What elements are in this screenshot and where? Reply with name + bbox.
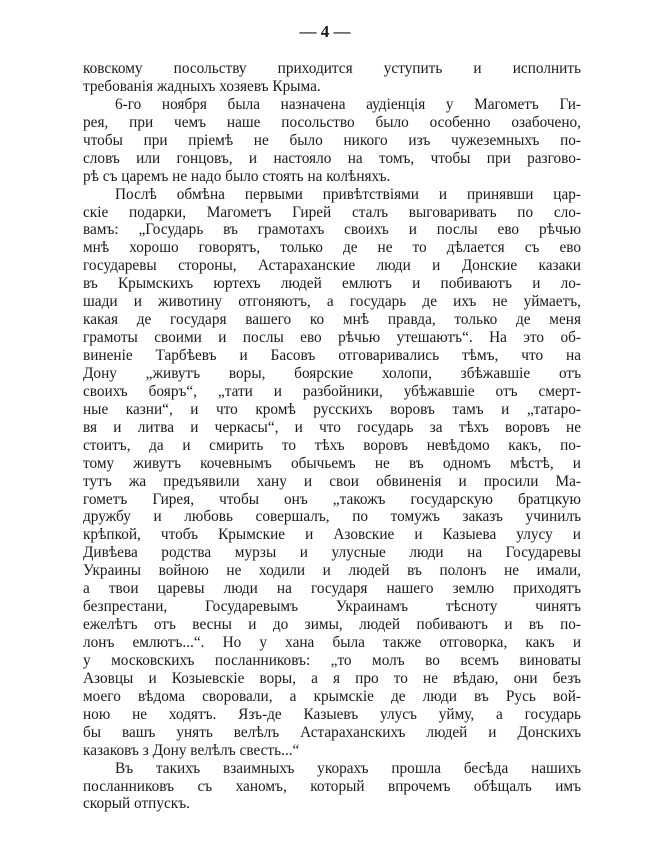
text-line: скіе подарки, Магометъ Гирей сталъ выговаривать по сло- bbox=[83, 203, 581, 221]
text-line: а твои царевы люди на государя нашего землю приходятъ bbox=[83, 580, 581, 598]
text-line: моего вѣдома своровали, а крымскіе де люди въ Русь вой- bbox=[83, 687, 581, 705]
text-line: вамъ: „Государь въ грамотахъ своихъ и послы ево рѣчью bbox=[83, 221, 581, 239]
text-line: Азовцы и Козыевскіе воры, а я про то не вѣдаю, они безъ bbox=[83, 669, 581, 687]
text-line: лонъ емлютъ...“. Но у хана была также отговорка, какъ и bbox=[83, 634, 581, 651]
text-line: требованія жадныхъ хозяевъ Крыма. bbox=[83, 77, 321, 95]
text-line: дружбу и любовь совершалъ, по томужъ заказъ учинилъ bbox=[83, 508, 581, 526]
text-line: словъ или гонцовъ, и настояло на томъ, чтобы при разгово- bbox=[83, 149, 581, 167]
text-line: виненіе Тарбѣевъ и Басовъ отговаривались тѣмъ, что на bbox=[83, 347, 581, 364]
text-line: бы вашъ унять велѣлъ Астараханскихъ людей и Донскихъ bbox=[83, 723, 581, 741]
text-line: мнѣ хорошо говорятъ, только де не то дѣлается съ ево bbox=[83, 239, 581, 257]
text-line: скорый отпускъ. bbox=[83, 795, 190, 813]
text-line: у московскихъ посланниковъ: „то молъ во всемъ виноваты bbox=[83, 651, 581, 669]
text-line: Украины войною не ходили и людей въ полонъ не имали, bbox=[83, 562, 581, 580]
text-line: рѣ съ царемъ не надо было стоять на колѣняхъ. bbox=[83, 167, 391, 185]
text-line: государевы стороны, Астараханские люди и Донские казаки bbox=[83, 257, 581, 275]
text-line: ковскому посольству приходится уступить и исполнить bbox=[83, 60, 581, 77]
text-line: чтобы при пріемѣ не было никого изъ чужеземныхъ по- bbox=[83, 131, 581, 149]
text-line: Послѣ обмѣна первыми привѣтствіями и принявши цар- bbox=[115, 185, 581, 203]
body-text bbox=[83, 60, 581, 813]
text-line: казаковъ з Дону велѣлъ свесть...“ bbox=[83, 741, 300, 759]
text-line: гометъ Гирея, чтобы онъ „такожъ государскую братцкую bbox=[83, 490, 581, 508]
page-number: — 4 — bbox=[299, 22, 351, 41]
text-line: крѣпкой, чтобъ Крымские и Азовские и Казыева улусу и bbox=[83, 526, 581, 544]
text-line: Дивѣева родства мурзы и улусные люди на Государевы bbox=[83, 544, 581, 562]
text-line: стоитъ, да и смирить то тѣхъ воровъ невѣдомо какъ, по- bbox=[83, 436, 581, 454]
text-line: Въ такихъ взаимныхъ укорахъ прошла бесѣда нашихъ bbox=[115, 759, 581, 777]
text-line: безпрестани, Государевымъ Украинамъ тѣсноту чинятъ bbox=[83, 598, 581, 616]
text-line: ною не ходятъ. Язъ-де Казыевъ улусъ уйму, а государь bbox=[83, 705, 581, 723]
text-line: своихъ бояръ“, „тати и разбойники, убѣжавшіе отъ смерт- bbox=[83, 382, 581, 400]
text-line: Дону „живутъ воры, боярские холопи, збѣжавшіе отъ bbox=[83, 364, 581, 382]
text-line: ежелѣтъ отъ весны и до зимы, людей побиваютъ и въ по- bbox=[83, 616, 581, 634]
text-line: ные казни“, и что кромѣ русскихъ воровъ тамъ и „татаро- bbox=[83, 400, 581, 418]
text-line: вя и литва и черкасы“, и что государь за тѣхъ воровъ не bbox=[83, 418, 581, 436]
text-line: шади и животину отгоняютъ, а государь де ихъ не уймаетъ, bbox=[83, 293, 581, 311]
text-line: грамоты своими и послы ево рѣчью утешаютъ“. На это об- bbox=[83, 329, 581, 347]
text-line: посланниковъ съ ханомъ, который впрочемъ обѣщалъ имъ bbox=[83, 777, 581, 795]
text-line: тому живутъ кочевнымъ обычьемъ не въ одномъ мѣстѣ, и bbox=[83, 454, 581, 472]
text-line: какая де государя вашего ко мнѣ правда, только де меня bbox=[83, 311, 581, 329]
text-line: въ Крымскихъ юртехъ людей емлютъ и побиваютъ и ло- bbox=[83, 275, 581, 293]
text-line: 6-го ноября была назначена аудіенція у Магометъ Ги- bbox=[115, 95, 581, 113]
text-line: рея, при чемъ наше посольство было особенно озабочено, bbox=[83, 113, 581, 131]
text-line: тутъ жа предъявили хану и свои обвиненія и просили Ма- bbox=[83, 472, 581, 490]
